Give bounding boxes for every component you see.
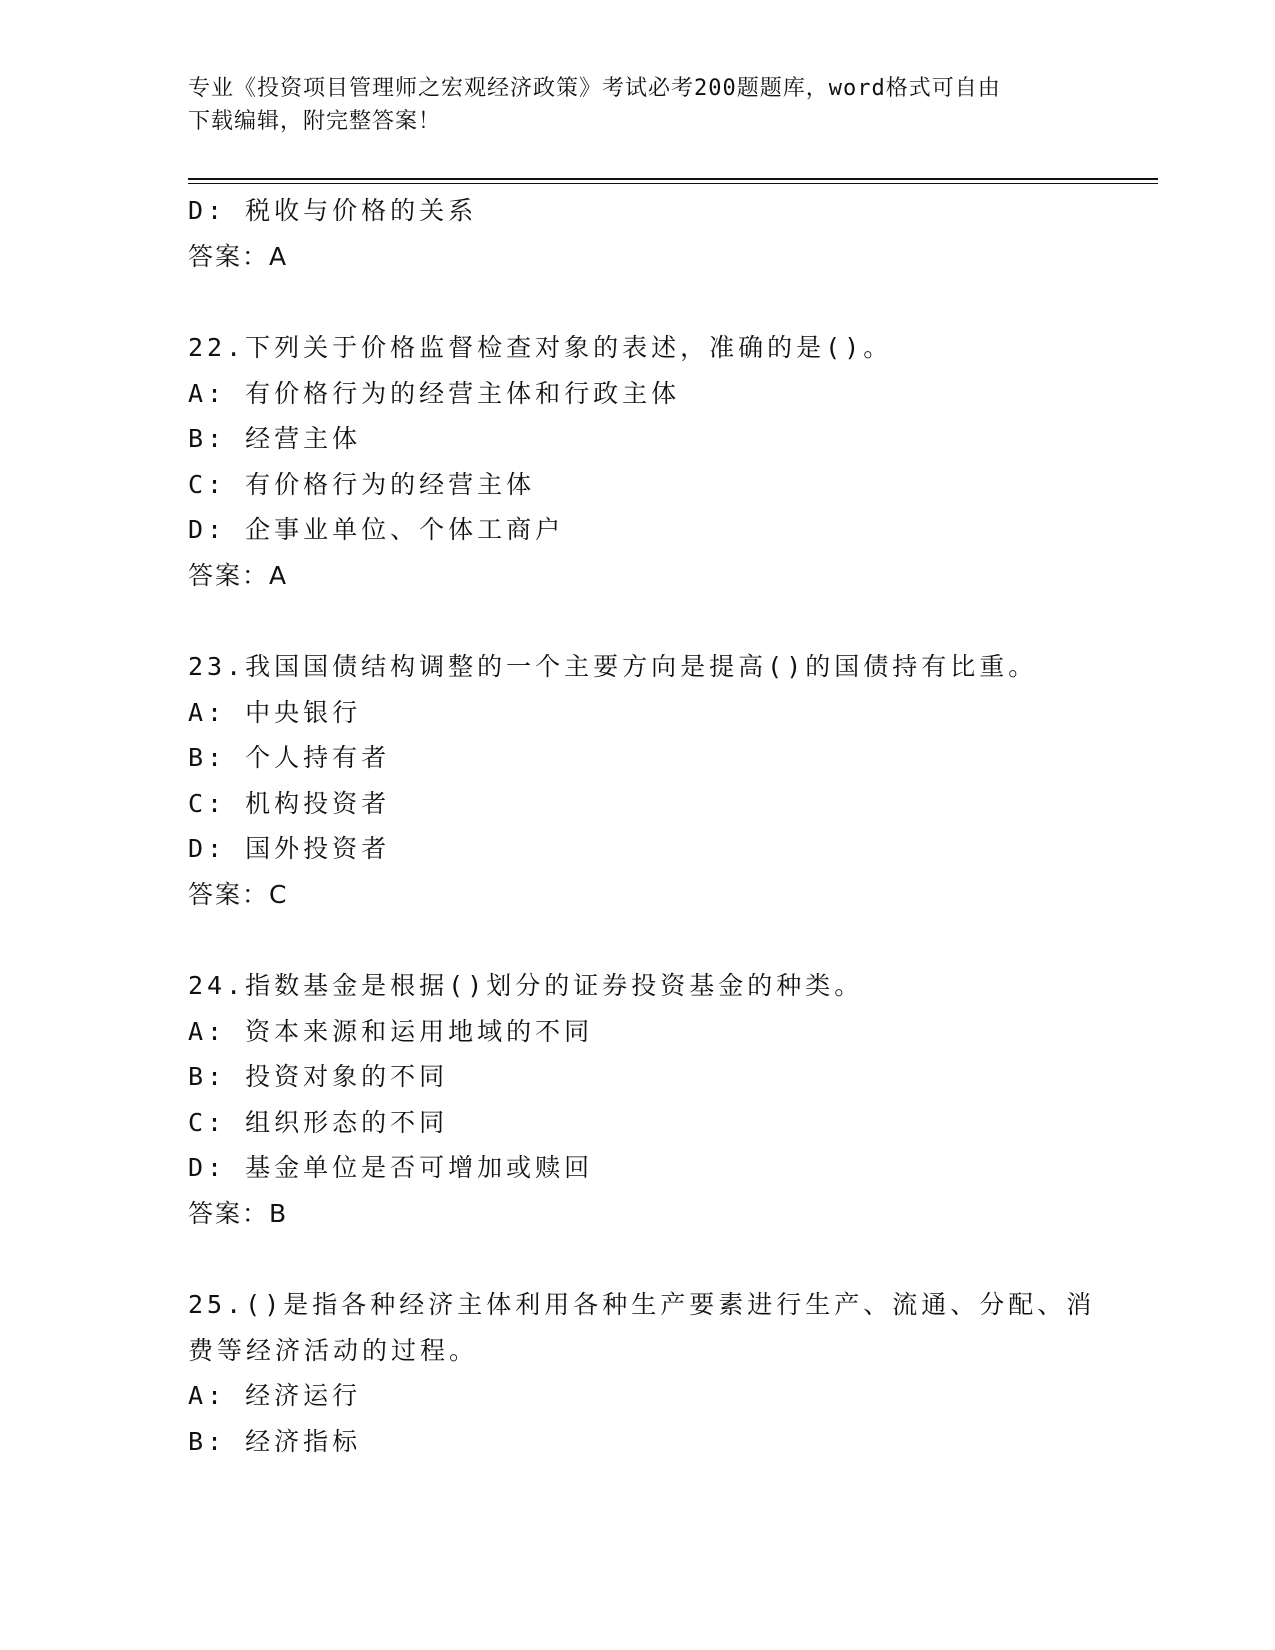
option-a: A: 资本来源和运用地域的不同 — [188, 1016, 594, 1046]
header-title-line-2: 下载编辑，附完整答案！ — [188, 109, 442, 134]
option-c: C: 机构投资者 — [188, 788, 391, 818]
option-d: D: 基金单位是否可增加或赎回 — [188, 1153, 594, 1182]
answer: 答案：A — [188, 560, 289, 590]
question-stem: 22.下列关于价格监督检查对象的表述，准确的是()。 — [188, 333, 893, 362]
document-header — [188, 72, 1088, 138]
option-b: B: 投资对象的不同 — [188, 1062, 449, 1091]
header-rule-thin — [188, 183, 1158, 184]
question-25 — [188, 1282, 1108, 1464]
answer: 答案：B — [188, 1198, 289, 1228]
question-list — [188, 188, 1108, 1464]
answer: 答案：A — [188, 241, 289, 271]
option-d: D: 企事业单位、个体工商户 — [188, 515, 565, 544]
header-title-line-1: 专业《投资项目管理师之宏观经济政策》考试必考200题题库，word格式可自由 — [188, 76, 1001, 101]
option-b: B: 经营主体 — [188, 424, 362, 453]
question-stem-line-2: 费等经济活动的过程。 — [188, 1335, 479, 1365]
option-c: C: 有价格行为的经营主体 — [188, 469, 536, 499]
question-21-tail — [188, 188, 1108, 279]
question-stem-line-1: 25.()是指各种经济主体利用各种生产要素进行生产、流通、分配、消 — [188, 1290, 1096, 1319]
option-d: D: 国外投资者 — [188, 834, 391, 863]
option-a: A: 中央银行 — [188, 697, 362, 727]
option-c: C: 组织形态的不同 — [188, 1107, 449, 1137]
question-23 — [188, 644, 1108, 917]
question-stem: 24.指数基金是根据()划分的证券投资基金的种类。 — [188, 971, 864, 1000]
header-rule-thick — [188, 178, 1158, 180]
answer: 答案：C — [188, 879, 289, 909]
question-22 — [188, 325, 1108, 598]
option-d: D: 税收与价格的关系 — [188, 196, 478, 225]
question-24 — [188, 963, 1108, 1236]
question-stem: 23.我国国债结构调整的一个主要方向是提高()的国债持有比重。 — [188, 652, 1038, 681]
option-b: B: 经济指标 — [188, 1426, 362, 1456]
option-a: A: 有价格行为的经营主体和行政主体 — [188, 378, 681, 408]
option-a: A: 经济运行 — [188, 1381, 362, 1410]
option-b: B: 个人持有者 — [188, 743, 391, 772]
